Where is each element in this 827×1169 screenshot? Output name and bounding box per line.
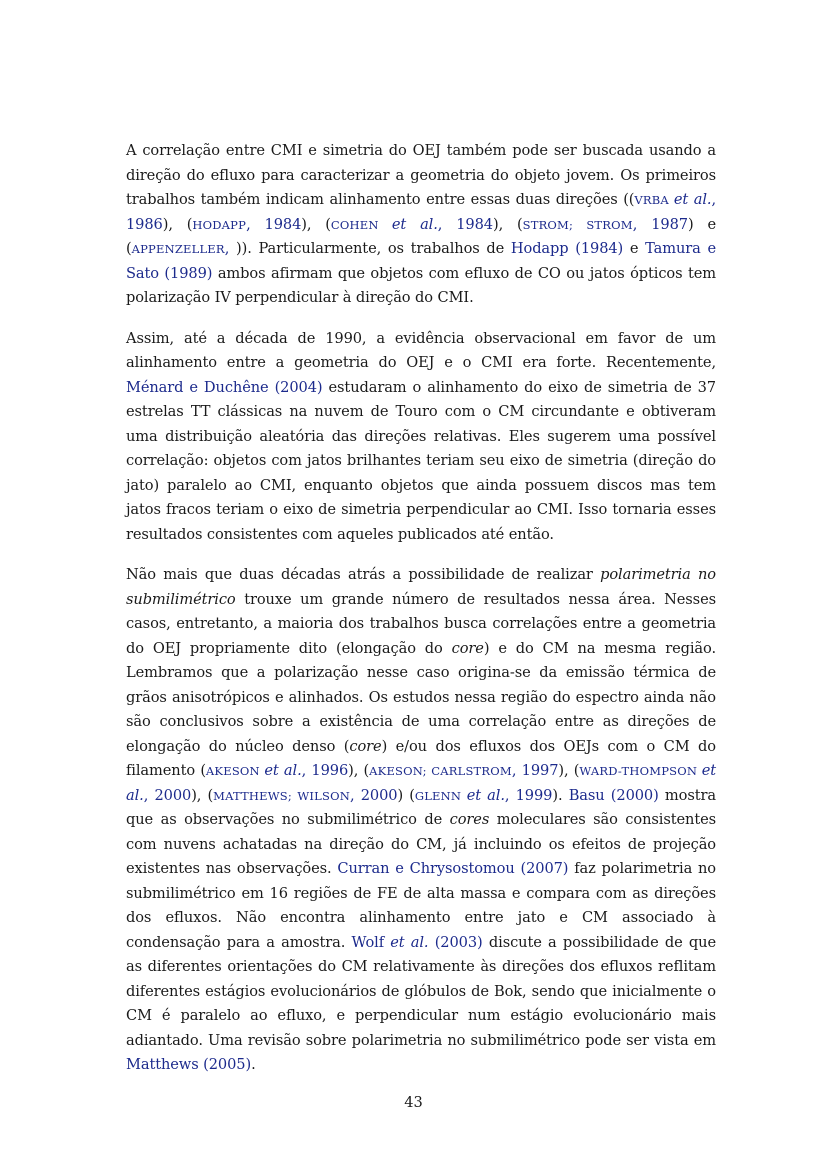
text-run: ambos afirmam que objetos com efluxo de CO ou jatos ópticos tem polarização IV perpendicular à direção do CMI. (126, 264, 716, 306)
text-run: ), ( (558, 762, 580, 779)
citation-link[interactable]: Hodapp (1984) (510, 240, 624, 257)
text-run: ) e ( (126, 215, 716, 257)
citation-link[interactable]: , 1997 (511, 762, 559, 779)
emphasis-text: core (349, 737, 382, 755)
text-run: ) ( (397, 786, 415, 804)
emphasis-text: cores (449, 811, 490, 828)
citation-link[interactable]: VRBA (634, 193, 674, 207)
citation-link[interactable]: Basu (2000) (568, 786, 659, 804)
citation-link[interactable]: COHEN (330, 217, 392, 232)
citation-link[interactable]: AKESON (205, 764, 265, 778)
citation-link[interactable]: et al. (673, 191, 712, 208)
text-run: ), ( (492, 215, 523, 233)
citation-link[interactable]: , 1999 (504, 786, 553, 804)
citation-link[interactable]: (2003) (428, 933, 483, 951)
citation-link[interactable]: , 2000 (143, 786, 192, 804)
text-run: mostra que as observações no submilimétrico de (126, 786, 716, 828)
text-run: )). Particularmente, os trabalhos de (229, 240, 511, 257)
citation-link[interactable]: et al. (390, 933, 429, 951)
citation-link[interactable]: et al. (391, 215, 438, 233)
citation-link[interactable]: , 1984 (437, 215, 493, 233)
text-run: ), ( (191, 786, 214, 804)
text-run: ) e do CM na mesma região. Lembramos que a polarização nesse caso origina-se da emissão térmica de grãos anisotrópicos e alinhados. Os estudos nessa região do espectro ainda não são conclusivos sobre a existência de uma correlação entre as direções de elongação do núcleo denso ( (126, 639, 716, 755)
citation-link[interactable]: , 2000 (349, 786, 398, 804)
citation-link[interactable]: STROM; STROM (522, 217, 633, 232)
paragraph-1 (126, 139, 716, 311)
citation-link[interactable]: , 1996 (301, 762, 349, 779)
citation-link[interactable]: et al. (466, 786, 505, 804)
emphasis-text: polarimetria no submilimétrico (126, 566, 716, 608)
citation-link[interactable]: MATTHEWS; WILSON (213, 788, 350, 803)
citation-link[interactable]: , 1986 (126, 191, 716, 233)
text-run: ) e/ou dos efluxos dos OEJs com o CM do filamento ( (126, 737, 716, 779)
page-number: 43 (404, 1094, 423, 1111)
citation-link[interactable]: Curran e Chrysostomou (2007) (337, 860, 569, 877)
citation-link[interactable]: Tamura e Sato (1989) (126, 240, 716, 282)
text-run: ), ( (301, 215, 331, 233)
text-run: discute a possibilidade de que as diferentes orientações do CM relativamente às direções dos efluxos reflitam diferentes estágios evolucionários de glóbulos de Bok, sendo que inicialmente o CM é paralelo ao efluxo, e perpendicular num estágio evolucionário mais adiantado. Uma revisão sobre polarimetria no submilimétrico pode ser vista em (126, 933, 716, 1049)
citation-link[interactable]: et al. (264, 762, 302, 779)
text-run: Assim, até a década de 1990, a evidência observacional em favor de um alinhamento entre a geometria do OEJ e o CMI era forte. Recentemente, (126, 329, 716, 371)
citation-link[interactable]: HODAPP (192, 217, 247, 232)
text-run: ). (552, 786, 569, 804)
text-run: Não mais que duas décadas atrás a possibilidade de realizar (126, 566, 601, 583)
text-run: moleculares são consistentes com nuvens achatadas na direção do CM, já incluindo os efeitos de projeção existentes nas observações. (126, 811, 717, 877)
citation-link[interactable]: Wolf (351, 933, 391, 951)
citation-link[interactable]: , 1984 (246, 215, 302, 233)
page-body (126, 139, 716, 1094)
emphasis-text: core (451, 639, 484, 657)
text-run: estudaram o alinhamento do eixo de simetria de 37 estrelas TT clássicas na nuvem de Touro com o CM circundante e obtiveram uma distribuição aleatória das direções relativas. Eles sugerem uma possível correlação: objetos com jatos brilhantes teriam seu eixo de simetria (direção do jato) paralelo ao CMI, enquanto objetos que ainda possuem discos mas tem jatos fracos teriam o eixo de simetria perpendicular ao CMI. Isso tornaria esses resultados consistentes com aqueles publicados até então. (126, 378, 716, 543)
text-run: ), ( (162, 215, 193, 233)
citation-link[interactable]: GLENN (414, 788, 467, 803)
citation-link[interactable]: et al. (126, 762, 717, 804)
paragraph-3 (126, 563, 716, 1078)
citation-link[interactable]: Matthews (2005) (126, 1056, 252, 1073)
citation-link[interactable]: Ménard e Duchêne (2004) (126, 378, 323, 396)
citation-link[interactable]: WARD-THOMPSON (579, 764, 702, 778)
text-run: . (251, 1056, 256, 1073)
text-run: A correlação entre CMI e simetria do OEJ também pode ser buscada usando a direção do efluxo para caracterizar a geometria do objeto jovem. Os primeiros trabalhos também indicam alinhamento entre essas duas direções (( (126, 142, 716, 208)
text-run: faz polarimetria no submilimétrico em 16 regiões de FE de alta massa e compara com as direções dos efluxos. Não encontra alinhamento entre jato e CM associado à condensação para a amostra. (126, 860, 716, 951)
text-run: ), ( (348, 762, 370, 779)
citation-link[interactable]: APPENZELLER (131, 242, 225, 256)
paragraph-2 (126, 327, 716, 548)
text-run: e (623, 240, 646, 257)
citation-link[interactable]: AKESON; CARLSTROM (369, 764, 512, 778)
text-run: trouxe um grande número de resultados nessa área. Nesses casos, entretanto, a maioria dos trabalhos busca correlações entre a geometria do OEJ propriamente dito (elongação do (126, 590, 716, 657)
citation-link[interactable]: , 1987 (632, 215, 688, 233)
citation-link[interactable]: , (224, 240, 230, 257)
